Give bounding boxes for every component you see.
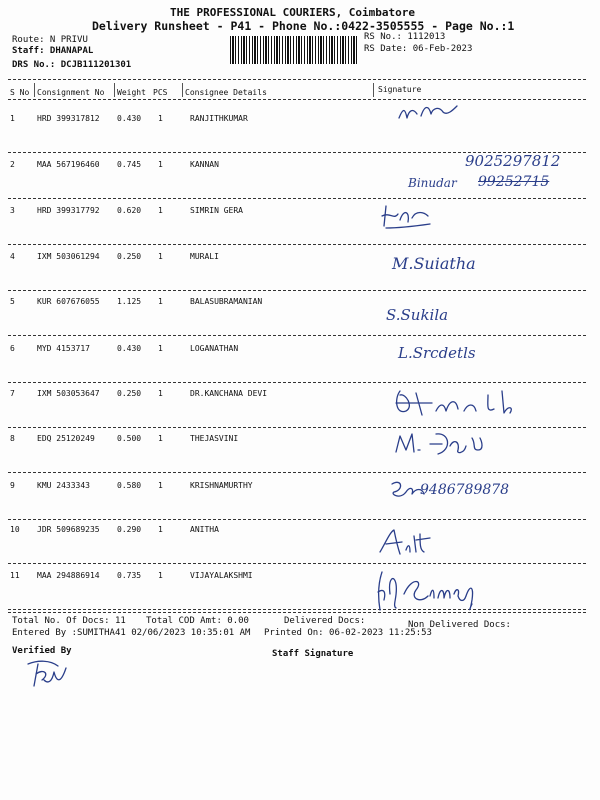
cell-sno: 5 xyxy=(10,297,15,306)
row-divider xyxy=(8,244,586,245)
signature-row7 xyxy=(392,385,517,420)
total-cod: Total COD Amt: 0.00 xyxy=(146,616,249,626)
route-label: Route: N PRIVU xyxy=(12,35,88,45)
handwritten-name: Binudar xyxy=(408,176,457,190)
cell-consignment: HRD 399317792 xyxy=(37,206,100,215)
handwritten-phone: 9025297812 xyxy=(465,152,561,170)
entered-by: Entered By :SUMITHA41 02/06/2023 10:35:01 AM xyxy=(12,628,251,638)
cell-sno: 11 xyxy=(10,571,20,580)
cell-consignment: IXM 503061294 xyxy=(37,252,100,261)
printed-on: Printed On: 06-02-2023 11:25:53 xyxy=(264,628,432,638)
rs-date: RS Date: 06-Feb-2023 xyxy=(364,44,473,54)
barcode xyxy=(230,36,358,64)
handwritten-phone: 9486789878 xyxy=(420,482,510,498)
cell-sno: 2 xyxy=(10,160,15,169)
cell-pcs: 1 xyxy=(158,525,163,534)
row-divider xyxy=(8,382,586,383)
drs-number: DRS No.: DCJB111201301 xyxy=(12,60,132,70)
signature-row8 xyxy=(392,428,492,458)
cell-sno: 3 xyxy=(10,206,15,215)
cell-sno: 4 xyxy=(10,252,15,261)
cell-consignment: MAA 567196460 xyxy=(37,160,100,169)
cell-weight: 0.250 xyxy=(117,389,142,398)
runsheet-subtitle: Delivery Runsheet - P41 - Phone No.:0422-3505555 - Page No.:1 xyxy=(92,19,515,33)
cell-pcs: 1 xyxy=(158,252,163,261)
column-divider xyxy=(182,83,183,97)
cell-pcs: 1 xyxy=(158,206,163,215)
row-divider xyxy=(8,335,586,336)
col-consignment: Consignment No xyxy=(37,88,105,97)
handwritten-phone: 99252715 xyxy=(478,174,550,190)
cell-weight: 0.290 xyxy=(117,525,142,534)
cell-weight: 0.430 xyxy=(117,114,142,123)
row-divider xyxy=(8,472,586,473)
cell-consignee: DR.KANCHANA DEVI xyxy=(190,389,268,398)
cell-weight: 0.500 xyxy=(117,434,142,443)
cell-sno: 10 xyxy=(10,525,20,534)
cell-consignee: BALASUBRAMANIAN xyxy=(190,297,263,306)
cell-consignee: SIMRIN GERA xyxy=(190,206,243,215)
cell-weight: 0.430 xyxy=(117,344,142,353)
cell-pcs: 1 xyxy=(158,481,163,490)
cell-pcs: 1 xyxy=(158,114,163,123)
divider xyxy=(8,99,586,100)
cell-pcs: 1 xyxy=(158,434,163,443)
cell-consignment: MYD 4153717 xyxy=(37,344,90,353)
cell-consignee: VIJAYALAKSHMI xyxy=(190,571,253,580)
handwritten-signature: L.Srcdetls xyxy=(398,344,476,362)
cell-consignment: HRD 399317812 xyxy=(37,114,100,123)
cell-consignee: LOGANATHAN xyxy=(190,344,239,353)
col-consignee: Consignee Details xyxy=(185,88,267,97)
staff-signature-label: Staff Signature xyxy=(272,649,354,659)
cell-consignment: JDR 509689235 xyxy=(37,525,100,534)
cell-consignee: RANJITHKUMAR xyxy=(190,114,248,123)
company-title: THE PROFESSIONAL COURIERS, Coimbatore xyxy=(170,6,416,19)
cell-weight: 0.735 xyxy=(117,571,142,580)
row-divider xyxy=(8,519,586,520)
cell-consignee: MURALI xyxy=(190,252,219,261)
rs-number: RS No.: 1112013 xyxy=(364,32,446,42)
cell-sno: 6 xyxy=(10,344,15,353)
cell-consignee: THEJASVINI xyxy=(190,434,239,443)
signature-row3 xyxy=(380,202,440,232)
cell-weight: 0.580 xyxy=(117,481,142,490)
cell-weight: 0.250 xyxy=(117,252,142,261)
cell-pcs: 1 xyxy=(158,571,163,580)
cell-sno: 9 xyxy=(10,481,15,490)
column-divider xyxy=(373,83,374,97)
signature-row10 xyxy=(376,526,446,556)
verified-by-label: Verified By xyxy=(12,646,72,656)
row-divider xyxy=(8,198,586,199)
staff-label: Staff: DHANAPAL xyxy=(12,46,94,56)
cell-consignment: EDQ 25120249 xyxy=(37,434,95,443)
row-divider xyxy=(8,427,586,428)
col-sno: S No xyxy=(10,88,30,97)
cell-sno: 1 xyxy=(10,114,15,123)
total-docs: Total No. Of Docs: 11 xyxy=(12,616,126,626)
row-divider xyxy=(8,609,586,610)
cell-sno: 8 xyxy=(10,434,15,443)
column-divider xyxy=(34,83,35,97)
handwritten-signature: M.Suiatha xyxy=(392,254,476,273)
cell-consignment: IXM 503053647 xyxy=(37,389,100,398)
cell-consignment: KUR 607676055 xyxy=(37,297,100,306)
cell-sno: 7 xyxy=(10,389,15,398)
non-delivered-docs: Non Delivered Docs: xyxy=(408,620,511,630)
cell-consignee: KRISHNAMURTHY xyxy=(190,481,253,490)
cell-pcs: 1 xyxy=(158,389,163,398)
cell-consignment: KMU 2433343 xyxy=(37,481,90,490)
row-divider xyxy=(8,290,586,291)
delivered-docs: Delivered Docs: xyxy=(284,616,366,626)
divider xyxy=(8,79,586,80)
cell-weight: 0.620 xyxy=(117,206,142,215)
divider xyxy=(8,612,586,613)
signature-row1 xyxy=(395,100,465,125)
col-signature: Signature xyxy=(378,85,422,94)
cell-pcs: 1 xyxy=(158,297,163,306)
col-weight: Weight xyxy=(117,88,146,97)
cell-consignment: MAA 294886914 xyxy=(37,571,100,580)
row-divider xyxy=(8,563,586,564)
signature-row11 xyxy=(372,568,497,618)
cell-weight: 1.125 xyxy=(117,297,142,306)
verifier-signature xyxy=(24,658,76,690)
cell-pcs: 1 xyxy=(158,344,163,353)
cell-weight: 0.745 xyxy=(117,160,142,169)
col-pcs: PCS xyxy=(153,88,168,97)
handwritten-signature: S.Sukila xyxy=(386,306,449,324)
cell-consignee: ANITHA xyxy=(190,525,219,534)
cell-consignee: KANNAN xyxy=(190,160,219,169)
column-divider xyxy=(114,83,115,97)
cell-pcs: 1 xyxy=(158,160,163,169)
